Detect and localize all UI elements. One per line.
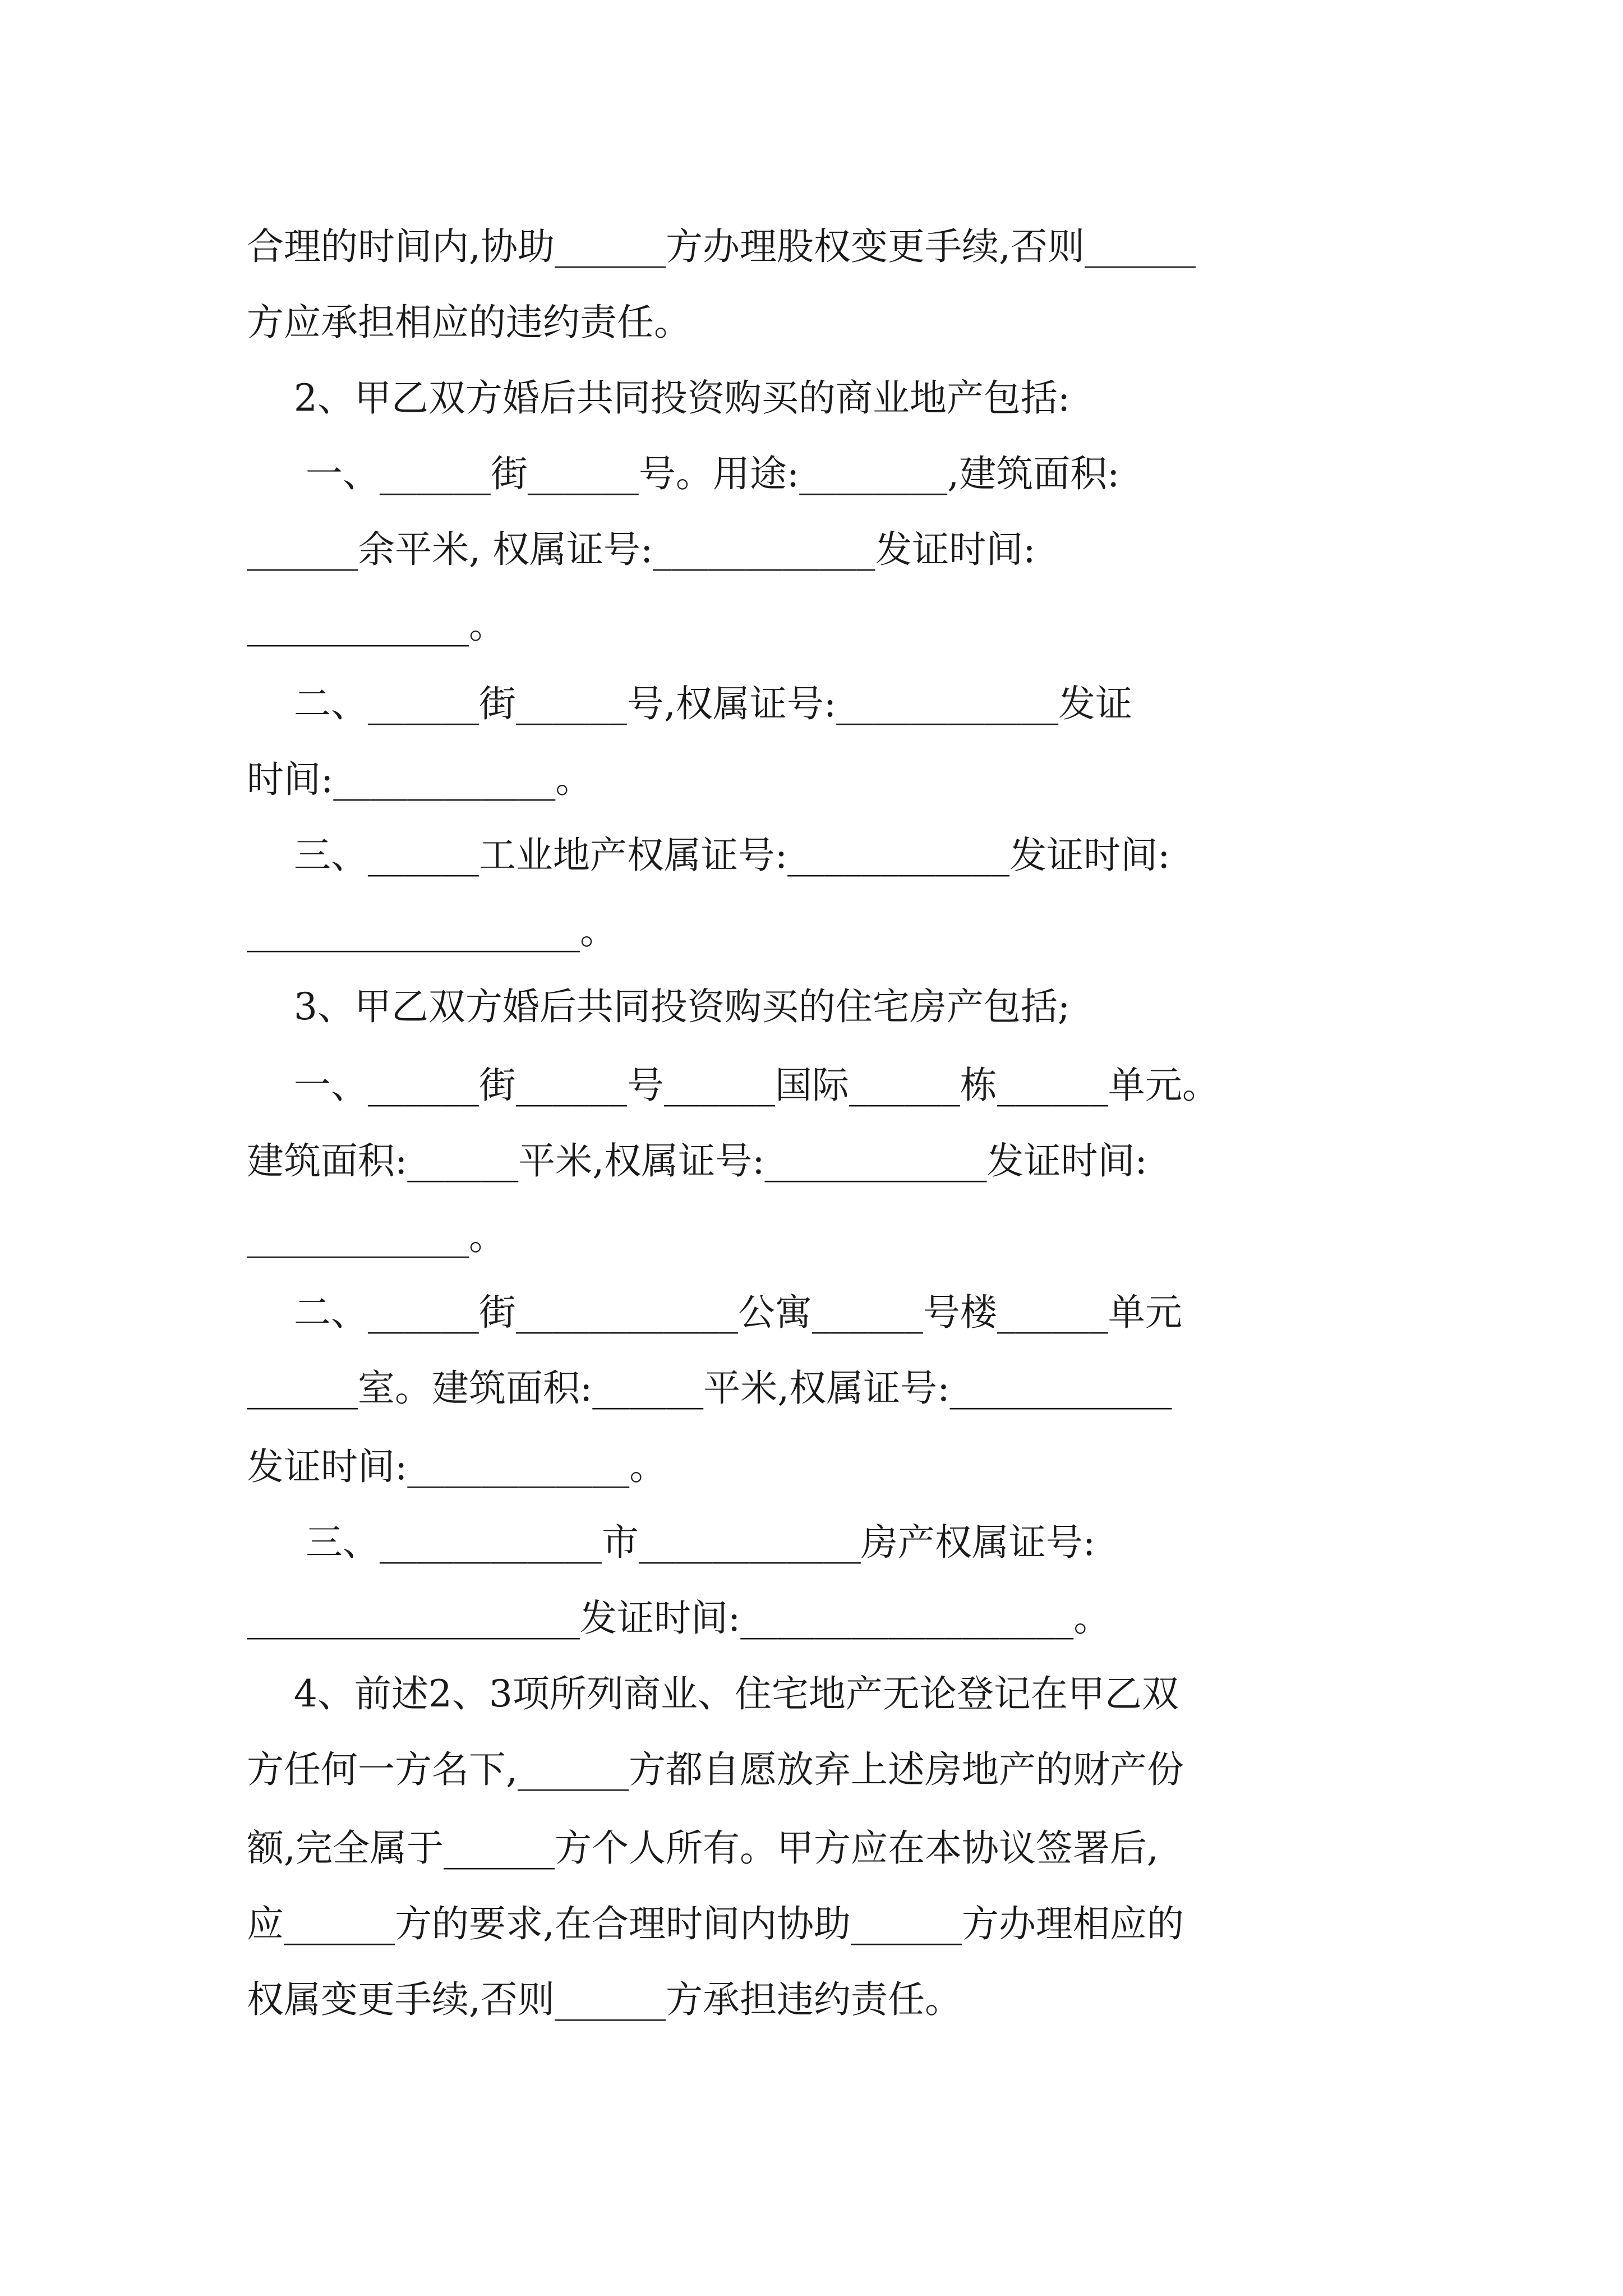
text-line: 合理的时间内,协助______方办理股权变更手续,否则______ — [247, 225, 1196, 268]
text-line: 三、______工业地产权属证号:____________发证时间: — [247, 834, 1170, 877]
text-line: 三、____________市____________房产权属证号: — [247, 1521, 1096, 1564]
text-line: 应______方的要求,在合理时间内协助______方办理相应的 — [247, 1902, 1184, 1945]
text-line: 时间:____________。 — [247, 758, 593, 801]
text-line: ____________。 — [247, 1215, 506, 1258]
text-line: ______室。建筑面积:______平米,权属证号:____________ — [247, 1366, 1172, 1410]
text-line: 4、前述2、3项所列商业、住宅地产无论登记在甲乙双 — [247, 1672, 1179, 1715]
text-line: 一、______街______号。用途:________,建筑面积: — [247, 452, 1120, 495]
text-line: __________________发证时间:__________________。 — [247, 1596, 1111, 1640]
text-line: 二、______街______号,权属证号:____________发证 — [247, 682, 1133, 725]
text-line: 方应承担相应的违约责任。 — [247, 301, 691, 344]
text-line: ______余平米, 权属证号:____________发证时间: — [247, 528, 1036, 571]
text-line: 权属变更手续,否则______方承担违约责任。 — [247, 1978, 962, 2021]
text-line: 额,完全属于______方个人所有。甲方应在本协议签署后, — [247, 1826, 1159, 1870]
text-line: 二、______街____________公寓______号楼______单元 — [247, 1291, 1182, 1334]
text-line: 发证时间:____________。 — [247, 1445, 667, 1488]
text-line: 建筑面积:______平米,权属证号:____________发证时间: — [247, 1139, 1147, 1182]
text-line: 2、甲乙双方婚后共同投资购买的商业地产包括: — [247, 376, 1071, 420]
text-line: 一、______街______号______国际______栋______单元。 — [247, 1064, 1219, 1107]
text-line: __________________。 — [247, 909, 617, 953]
text-line: 方任何一方名下,______方都自愿放弃上述房地产的财产份 — [247, 1748, 1184, 1791]
text-line: ____________。 — [247, 604, 506, 647]
text-line: 3、甲乙双方婚后共同投资购买的住宅房产包括; — [247, 985, 1071, 1028]
